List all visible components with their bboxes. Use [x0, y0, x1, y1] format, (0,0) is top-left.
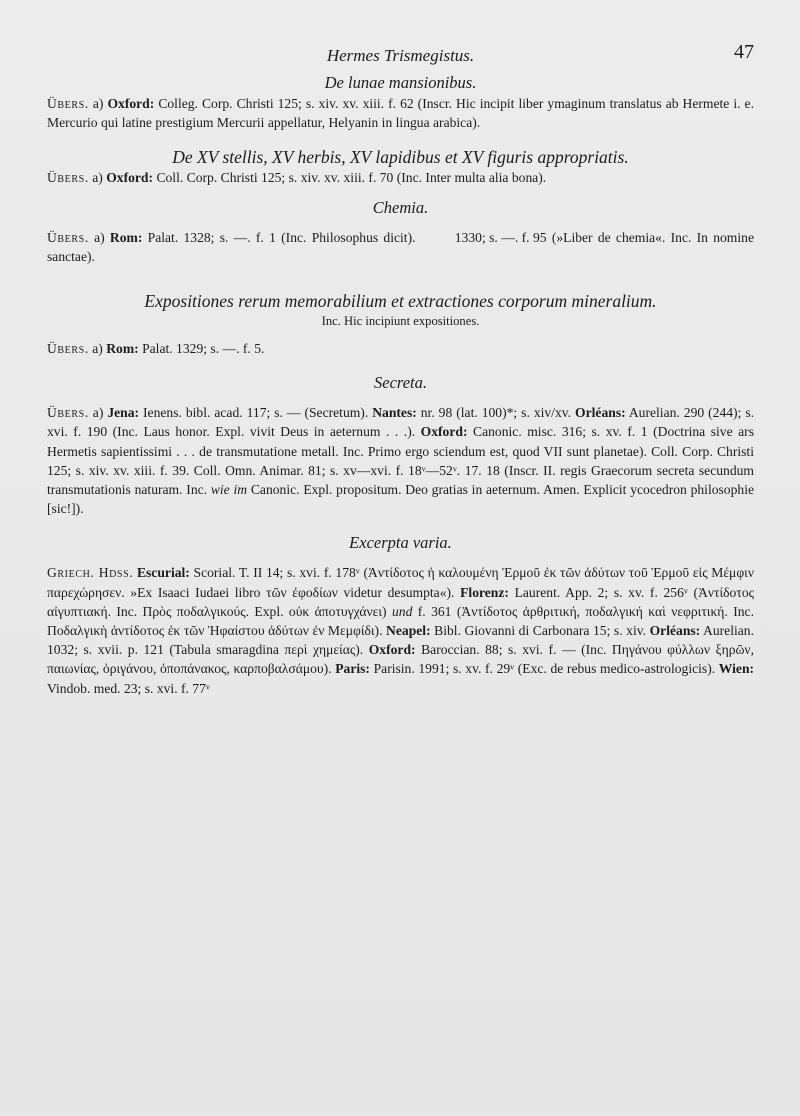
- entry-text: Palat. 1329; s. —. f. 5.: [142, 341, 265, 357]
- manuscript-entry: [47, 228, 754, 266]
- entry-text: Laurent. App. 2; s. xv. f. 256ᵛ (Ἀντίδοτος αἰγυπτιακή. Inc. Πρὸς ποδαλγικούς. Expl. οὐκ ἀποτυγχάνει): [47, 584, 754, 619]
- entry-text: Scorial. T. II 14; s. xvi. f. 178ᵛ (Ἀντίδοτος ἡ καλουμένη Ἑρμοῦ ἐκ τῶν ἀδύτων τοῦ Ἑρμοῦ εἰς Μέμφιν παρεχώρησεν. »Ex Isaaci Iudaei libro τῶν ἐφοδίων videtur desumpta«).: [47, 565, 754, 600]
- page-header: [47, 38, 754, 72]
- entry-label: Übers.: [47, 170, 89, 186]
- entry-text: Aurelian. 1032; s. xvii. p. 121 (Tabula smaragdina περὶ χημείας).: [47, 623, 754, 658]
- library-location: Orléans:: [575, 405, 626, 421]
- library-location: Nantes:: [372, 405, 417, 421]
- manuscript-entry: [47, 403, 754, 518]
- manuscript-entry: [47, 94, 754, 132]
- entry-text: Coll. Corp. Christi 125; s. xiv. xv. xiii. f. 70 (Inc. Inter multa alia bona).: [156, 170, 547, 186]
- library-location: Oxford:: [107, 96, 155, 111]
- entry-text: Ienens. bibl. acad. 117; s. — (Secretum).: [143, 405, 369, 421]
- entry-text: nr. 98 (lat. 100)*; s. xiv/xv.: [420, 405, 572, 421]
- entry-marker: a): [92, 405, 104, 421]
- library-location: Jena:: [107, 405, 140, 421]
- library-location: Wien:: [718, 661, 755, 677]
- section-title: Secreta.: [374, 373, 427, 393]
- entry-text-second: (»Liber de chemia«. Inc. In nomine sanctae).: [47, 229, 754, 264]
- entry-text: Canonic. misc. 316; s. xv. f. 1 (Doctrina sive ars Hermetis sapientissimi . . . de transmutatione metall. Inc. Primo ergo sciendum est, quod VII sunt planetae). Coll. Corp. Christi 125; s. xiv. xv. xiii. f. 39. Coll. Omn. Animar. 81; s. xv—xvi. f. 18ᵛ—52ᵛ. 17. 18 (Inscr. II. regis Graecorum secreta secundum transmutationis naturam. Inc.: [47, 424, 754, 498]
- entry-text: Vindob. med. 23; s. xvi. f. 77ᵛ: [47, 680, 210, 696]
- entry-marker: a): [92, 341, 103, 357]
- library-location: Oxford:: [368, 642, 416, 658]
- section-title: Excerpta varia.: [349, 533, 452, 553]
- entry-text: Palat. 1328; s. —. f. 1 (Inc. Philosophus dicit).: [147, 229, 416, 245]
- entry-text: Baroccian. 88; s. xvi. f. — (Inc. Πηγάνου φύλλων ξηρῶν, παιωνίας, ὀριγάνου, ὀποπάνακος, καρποβαλσάμου).: [47, 642, 754, 677]
- manuscript-entry: [47, 339, 754, 358]
- library-location: Orléans:: [649, 623, 701, 639]
- section-title: De lunae mansionibus.: [324, 73, 477, 92]
- entry-text-italic: wie im: [210, 482, 248, 498]
- entry-label: Übers.: [47, 229, 89, 245]
- library-location: Paris:: [335, 661, 370, 677]
- entry-marker: a): [92, 96, 104, 111]
- section-title: Expositiones rerum memorabilium et extractiones corporum mineralium.: [144, 291, 657, 312]
- entry-marker: a): [92, 170, 103, 186]
- entry-text-continued: 1330; s. —. f. 95: [454, 229, 547, 245]
- page-content: [47, 38, 754, 698]
- entry-marker: a): [94, 229, 105, 245]
- entry-label: Übers.: [47, 405, 89, 421]
- manuscript-entry: [47, 563, 754, 697]
- section-title: De XV stellis, XV herbis, XV lapidibus et XV figuris appropriatis.: [172, 147, 629, 168]
- entry-label: Griech. Hdss.: [47, 565, 134, 581]
- entry-text: Colleg. Corp. Christi 125; s. xiv. xv. xiii. f. 62 (Inscr. Hic incipit liber ymaginum translatus ab Hermete i. e. Mercurio qui latine prestigium Mercurii appellatur, Helyanin in lingua arabica).: [47, 96, 754, 131]
- entry-text: f. 361 (Ἀντίδοτος ἀρθριτική, ποδαλγική καὶ νεφριτική. Inc. Ποδαλγικὴ ἀντίδοτος ἐκ τῶν Ἡφαίστου ἀδύτων ἐν Μεμφίδι).: [47, 603, 754, 639]
- section-title: Chemia.: [372, 197, 429, 217]
- entry-label: Übers.: [47, 96, 89, 111]
- running-title: Hermes Trismegistus.: [326, 46, 475, 65]
- entry-text-italic: und: [391, 603, 413, 619]
- page-number: 47: [734, 41, 754, 63]
- library-location: Oxford:: [420, 424, 468, 440]
- entry-text: Canonic. Expl. propositum. Deo gratias in aeternum. Amen. Explicit ycocedron philosophie [sic!]).: [47, 482, 755, 517]
- library-location: Florenz:: [460, 584, 509, 600]
- library-location: Oxford:: [106, 170, 154, 186]
- library-location: Rom:: [106, 341, 139, 357]
- manuscript-entry: [47, 168, 754, 187]
- library-location: Escurial:: [136, 565, 190, 581]
- library-location: Rom:: [109, 229, 143, 245]
- entry-label: Übers.: [47, 341, 89, 357]
- incipit-line: Inc. Hic incipiunt expositiones.: [321, 314, 480, 329]
- entry-text: Bibl. Giovanni di Carbonara 15; s. xiv.: [434, 623, 647, 639]
- library-location: Neapel:: [386, 623, 431, 639]
- entry-text: Parisin. 1991; s. xv. f. 29ᵛ (Exc. de rebus medico-astrologicis).: [373, 661, 716, 677]
- entry-text: Aurelian. 290 (244); s. xvi. f. 190 (Inc. Laus honor. Expl. vivit Deus in aeternum . . .).: [47, 405, 755, 440]
